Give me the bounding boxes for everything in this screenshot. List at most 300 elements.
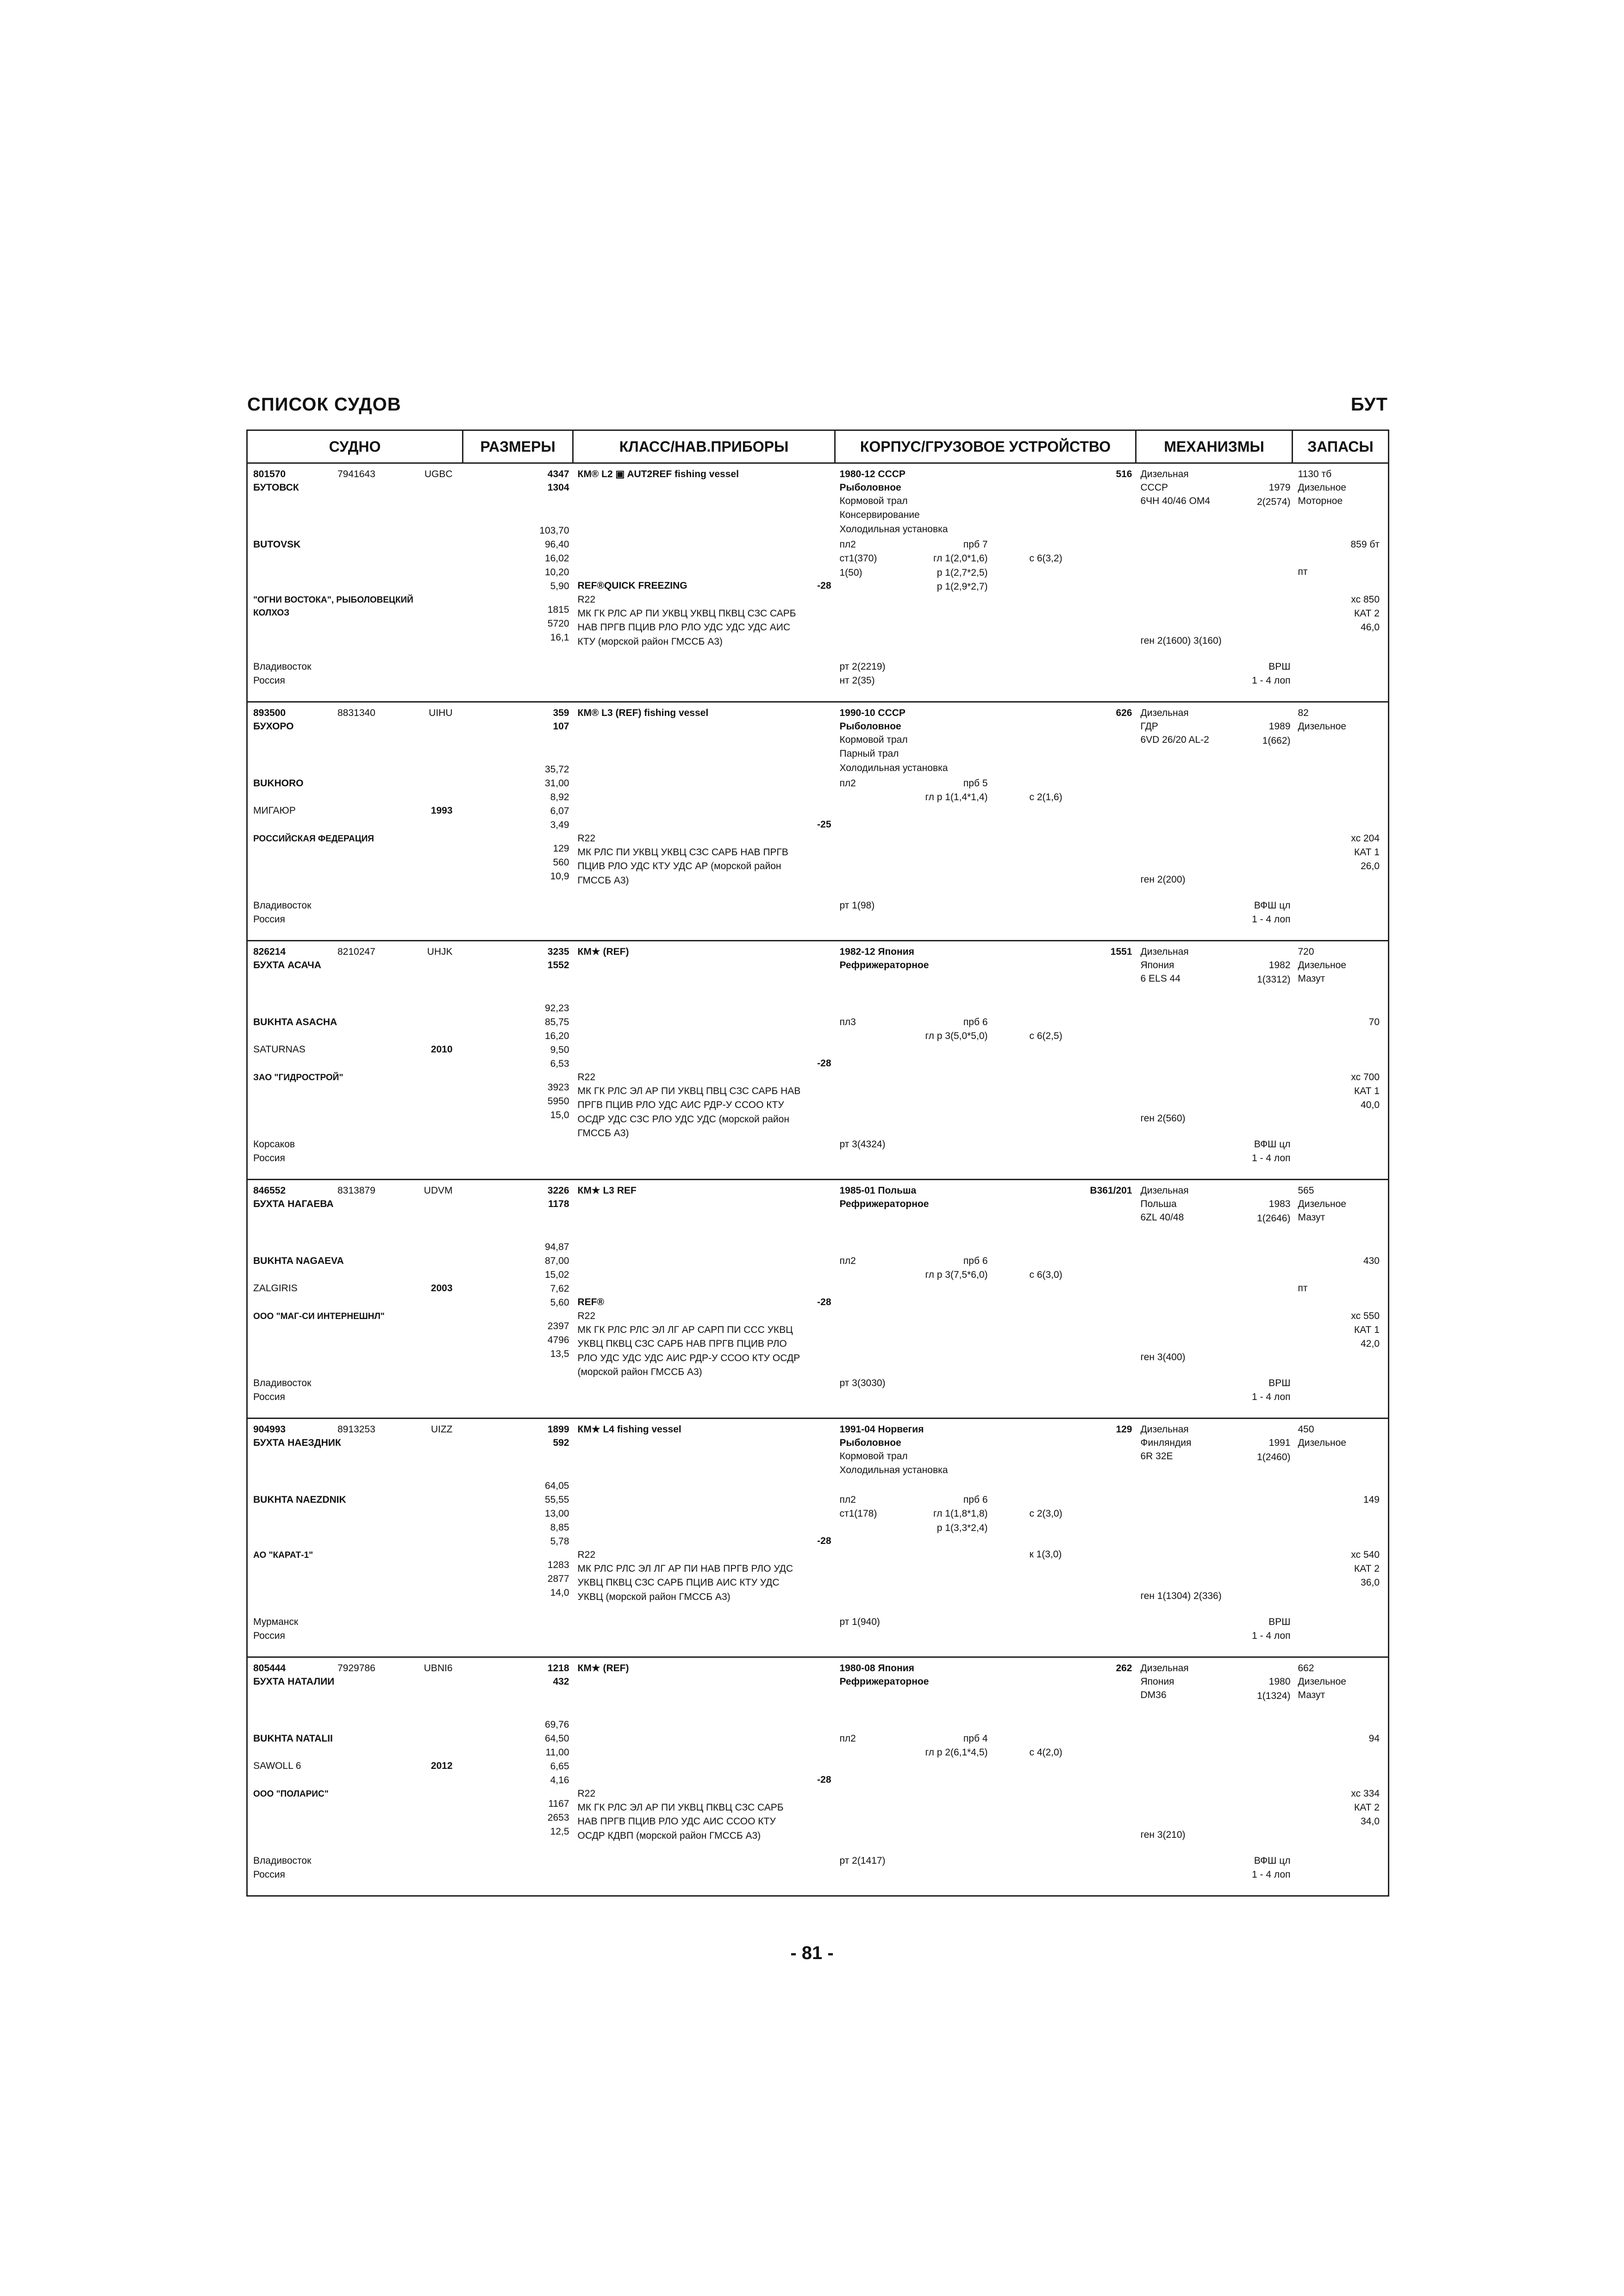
dimension-value: 1283 xyxy=(547,1560,569,1570)
dimension-value: 7,62 xyxy=(550,1283,569,1294)
net-tonnage: 592 xyxy=(553,1437,569,1448)
dimensions-cell xyxy=(463,702,573,941)
cold-store: хс 540 xyxy=(1351,1549,1380,1560)
dimension-value: 3923 xyxy=(547,1082,569,1093)
engine-year: 1983 xyxy=(1268,1199,1291,1209)
vessel-name-latin: BUTOVSK xyxy=(253,539,301,550)
net-tonnage: 107 xyxy=(553,721,569,732)
dimension-value: 8,92 xyxy=(550,792,569,803)
cargo-temperature: -25 xyxy=(817,819,831,830)
engine-country: Япония xyxy=(1140,960,1174,971)
propeller-type: ВРШ xyxy=(1268,661,1291,672)
dimension-value: 15,0 xyxy=(550,1110,569,1120)
fuel-type-secondary: Мазут xyxy=(1298,1690,1325,1700)
navigation-line: МК ГК РЛС ЭЛ АР ПИ УКВЦ ПКВЦ СЗС САРБ xyxy=(577,1802,784,1813)
section-code: БУТ xyxy=(1350,394,1388,415)
engine-year: 1980 xyxy=(1268,1676,1291,1687)
hold-info xyxy=(895,538,988,594)
generators: ген 3(210) xyxy=(1140,1829,1186,1840)
hold-info xyxy=(895,1493,988,1535)
rescue-boats: рт 2(2219) xyxy=(839,661,886,672)
home-port: Владивосток xyxy=(253,1855,312,1866)
dimension-value: 4,16 xyxy=(550,1775,569,1786)
project-number: 129 xyxy=(1116,1424,1132,1435)
ballast-capacity: 149 xyxy=(1363,1494,1380,1505)
fuel-type-primary: Дизельное xyxy=(1298,1437,1346,1448)
dimension-value: 2653 xyxy=(547,1812,569,1823)
engine-power: 1(2646) xyxy=(1257,1213,1291,1224)
propeller-type: ВФШ цл xyxy=(1254,900,1291,911)
deck-info xyxy=(840,1493,877,1521)
dimension-value: 64,50 xyxy=(544,1733,569,1744)
cargo-temperature: -28 xyxy=(817,1774,831,1785)
vessel-type: Рефрижераторное xyxy=(839,1676,929,1687)
endurance: 40,0 xyxy=(1361,1100,1380,1110)
gross-tonnage: 359 xyxy=(553,708,569,718)
registry-number: 826214 xyxy=(253,946,286,957)
dimensions-cell xyxy=(463,1657,573,1896)
stores-cell xyxy=(1293,702,1389,941)
engine-year: 1989 xyxy=(1268,721,1291,732)
engine-year: 1979 xyxy=(1268,482,1291,493)
class-notation: КМ★ L4 fishing vessel xyxy=(577,1424,681,1435)
propeller-blades: 1 - 4 лоп xyxy=(1252,1153,1291,1164)
flag-country: Россия xyxy=(253,914,285,925)
previous-name: SATURNAS xyxy=(253,1044,306,1055)
hold-info xyxy=(895,777,988,805)
dimension-value: 69,76 xyxy=(544,1719,569,1730)
dimension-value: 5,90 xyxy=(550,581,569,591)
navigation-line: МК ГК РЛС РЛС ЭЛ ЛГ АР САРП ПИ ССС УКВЦ xyxy=(577,1325,793,1335)
machinery-cell xyxy=(1136,941,1293,1180)
deck-line: пл3 xyxy=(839,1017,856,1027)
flag-country: Россия xyxy=(253,675,285,686)
dimension-values xyxy=(545,1479,569,1600)
hold-line: гл р 3(7,5*6,0) xyxy=(925,1269,988,1281)
previous-name: МИГАЮР xyxy=(253,805,296,816)
hold-line: р 1(2,9*2,7) xyxy=(937,581,988,592)
life-rafts: нт 2(35) xyxy=(839,675,875,686)
deck-line: ст1(178) xyxy=(839,1508,877,1519)
registry-number: 893500 xyxy=(253,708,286,718)
dimension-value xyxy=(545,832,569,842)
dimension-value: 87,00 xyxy=(544,1256,569,1266)
cargo-gear: с 6(3,2) xyxy=(1029,553,1062,564)
class-notation: КМ★ L3 REF xyxy=(577,1185,637,1196)
refrigerant: R22 xyxy=(577,594,596,605)
dimension-value: 1815 xyxy=(547,604,569,615)
flag-country: Россия xyxy=(253,1630,285,1641)
dimension-values xyxy=(545,1718,569,1839)
navigation-line: КТУ (морской район ГМССБ А3) xyxy=(577,636,723,647)
dimension-value: 129 xyxy=(553,843,569,854)
page-number: - 81 - xyxy=(790,1943,834,1963)
deck-line: пл2 xyxy=(839,539,856,550)
machinery-cell xyxy=(1136,463,1293,702)
class-cell xyxy=(573,702,835,941)
engine-country: ГДР xyxy=(1140,721,1158,732)
owner xyxy=(253,1549,313,1562)
dimension-value: 5720 xyxy=(547,618,569,629)
vessel-name-ru: БУХОРО xyxy=(253,721,294,732)
registry-number: 904993 xyxy=(253,1424,286,1435)
vessel-name-ru: БУХТА АСАЧА xyxy=(253,960,321,971)
vessel-name-latin: BUKHTA NATALII xyxy=(253,1733,333,1744)
dimension-value xyxy=(545,1071,569,1081)
navigation-line: МК ГК РЛС ЭЛ АР ПИ УКВЦ ПВЦ СЗС САРБ НАВ xyxy=(577,1086,801,1096)
deck-info xyxy=(840,538,877,580)
dimension-value: 5950 xyxy=(547,1096,569,1107)
propeller-type: ВРШ xyxy=(1268,1617,1291,1627)
engine-power: 1(662) xyxy=(1262,735,1291,746)
machinery-cell xyxy=(1136,1180,1293,1419)
category: КАТ 1 xyxy=(1354,1086,1380,1096)
ballast-capacity: 70 xyxy=(1368,1017,1380,1027)
engine-country: Финляндия xyxy=(1140,1437,1192,1448)
class-cell xyxy=(573,941,835,1180)
dimension-value xyxy=(539,593,569,603)
deck-info xyxy=(840,1254,856,1268)
registry-number: 805444 xyxy=(253,1663,286,1674)
engine-power: 1(1324) xyxy=(1257,1691,1291,1701)
navigation-line: ГМССБ А3) xyxy=(577,875,629,886)
net-tonnage: 1178 xyxy=(548,1199,569,1209)
fuel-capacity: 1130 тб xyxy=(1298,469,1332,479)
owner-line: РОССИЙСКАЯ ФЕДЕРАЦИЯ xyxy=(253,834,374,844)
build-info: 1985-01 Польша xyxy=(839,1185,917,1196)
navigation-line: ПРГВ ПЦИВ РЛО УДС АИС РДР-У ССОО КТУ xyxy=(577,1100,784,1111)
net-tonnage: 1304 xyxy=(547,482,569,493)
navigation-equipment xyxy=(578,1562,793,1604)
cold-store: хс 204 xyxy=(1351,833,1380,844)
vessel-cell xyxy=(247,941,463,1180)
renamed-year: 1993 xyxy=(431,805,453,816)
imo-number: 8913253 xyxy=(337,1424,375,1435)
stores-unit: пт xyxy=(1298,566,1308,577)
refrigeration-notation: REF®QUICK FREEZING xyxy=(577,580,687,591)
engine-type: Дизельная xyxy=(1140,946,1189,957)
dimension-value: 560 xyxy=(553,857,569,868)
hold-line: гл р 3(5,0*5,0) xyxy=(925,1031,988,1042)
previous-name: SAWOLL 6 xyxy=(253,1761,301,1771)
fuel-type-secondary: Моторное xyxy=(1298,496,1343,506)
gross-tonnage: 4347 xyxy=(547,469,569,479)
vessel-name-latin: BUKHTA NAEZDNIK xyxy=(253,1494,346,1505)
navigation-line: РЛО УДС УДС УДС АИС РДР-У ССОО КТУ ОСДР xyxy=(577,1352,800,1363)
cold-store: хс 334 xyxy=(1351,1788,1380,1799)
navigation-line: (морской район ГМССБ А3) xyxy=(577,1367,702,1378)
rescue-boats: рт 1(98) xyxy=(839,900,875,911)
engine-power: 1(3312) xyxy=(1257,974,1291,985)
owner-line: "ОГНИ ВОСТОКА", РЫБОЛОВЕЦКИЙ xyxy=(253,595,413,605)
dimension-value: 3,49 xyxy=(550,820,569,830)
dimension-value: 10,9 xyxy=(550,871,569,882)
column-header-vessel: СУДНО xyxy=(247,430,463,463)
dimension-value: 5,60 xyxy=(550,1297,569,1308)
vessel-cell xyxy=(247,463,463,702)
hull-cell xyxy=(835,941,1136,1180)
imo-number: 8831340 xyxy=(337,708,375,718)
refrigerant: R22 xyxy=(577,1549,596,1560)
dimension-value: 6,53 xyxy=(550,1058,569,1069)
gross-tonnage: 3235 xyxy=(547,946,569,957)
navigation-line: ОСДР УДС СЗС РЛО УДС УДС (морской район xyxy=(577,1114,789,1125)
owner-line: КОЛХОЗ xyxy=(253,608,290,618)
generators: ген 2(200) xyxy=(1140,874,1186,885)
home-port: Корсаков xyxy=(253,1139,295,1150)
hold-line: гл 1(2,0*1,6) xyxy=(933,553,988,564)
cold-store: хс 850 xyxy=(1351,594,1380,605)
renamed-year: 2003 xyxy=(431,1283,453,1294)
call-sign: UDVM xyxy=(424,1185,453,1196)
hull-cell xyxy=(835,1657,1136,1896)
deck-line: 1(50) xyxy=(839,567,862,578)
dimension-value: 6,07 xyxy=(550,806,569,816)
machinery-cell xyxy=(1136,702,1293,941)
category: КАТ 1 xyxy=(1354,1325,1380,1335)
hull-feature: Холодильная установка xyxy=(839,523,948,535)
owner-line: ООО "МАГ-СИ ИНТЕРНЕШНЛ" xyxy=(253,1312,385,1321)
endurance: 36,0 xyxy=(1361,1577,1380,1588)
owner xyxy=(253,1788,329,1801)
dimension-value: 5,78 xyxy=(550,1536,569,1547)
propeller-blades: 1 - 4 лоп xyxy=(1252,1630,1291,1641)
fuel-type-primary: Дизельное xyxy=(1298,721,1346,732)
gross-tonnage: 1899 xyxy=(547,1424,569,1435)
engine-type: Дизельная xyxy=(1140,469,1189,479)
ship-register-table xyxy=(246,429,1389,1897)
propeller-blades: 1 - 4 лоп xyxy=(1252,1392,1291,1402)
hull-feature: Консервирование xyxy=(839,510,920,521)
stores-cell xyxy=(1293,941,1389,1180)
vessel-name-ru: БУХТА НАТАЛИИ xyxy=(253,1676,335,1687)
ship-record xyxy=(247,463,1389,702)
dimension-value: 31,00 xyxy=(544,778,569,789)
cargo-temperature: -28 xyxy=(817,1058,831,1069)
hull-feature: Парный трал xyxy=(839,748,899,759)
build-info: 1980-08 Япония xyxy=(839,1663,914,1674)
renamed-year: 2010 xyxy=(431,1044,453,1055)
propeller-type: ВРШ xyxy=(1268,1378,1291,1388)
owner xyxy=(253,833,374,846)
hull-feature: Кормовой трал xyxy=(839,1451,908,1462)
category: КАТ 1 xyxy=(1354,847,1380,858)
engine-power: 2(2574) xyxy=(1257,497,1291,507)
project-number: 262 xyxy=(1116,1663,1132,1674)
navigation-equipment xyxy=(578,1323,800,1380)
engine-year: 1982 xyxy=(1268,960,1291,971)
home-port: Владивосток xyxy=(253,900,312,911)
column-header-machinery: МЕХАНИЗМЫ xyxy=(1136,430,1293,463)
dimension-value: 55,55 xyxy=(544,1494,569,1505)
column-header-hull: КОРПУС/ГРУЗОВОЕ УСТРОЙСТВО xyxy=(835,430,1136,463)
hold-line: р 1(3,3*2,4) xyxy=(937,1522,988,1533)
deck-info xyxy=(840,1732,856,1746)
imo-number: 7941643 xyxy=(337,469,375,479)
flag-country: Россия xyxy=(253,1153,285,1164)
home-port: Владивосток xyxy=(253,661,312,672)
navigation-line: УКВЦ ПКВЦ СЗС САРБ НАВ ПРГВ ПЦИВ РЛО xyxy=(577,1338,787,1350)
dimension-value: 1167 xyxy=(548,1798,569,1809)
build-info: 1982-12 Япония xyxy=(839,946,914,957)
navigation-equipment xyxy=(578,1801,784,1843)
hold-line: прб 7 xyxy=(963,539,988,550)
generators: ген 2(560) xyxy=(1140,1113,1186,1124)
fuel-type-primary: Дизельное xyxy=(1298,1199,1346,1209)
call-sign: UGBC xyxy=(424,469,453,479)
hold-line: прб 6 xyxy=(963,1256,988,1266)
hull-feature: Кормовой трал xyxy=(839,496,908,506)
stores-cell xyxy=(1293,1180,1389,1419)
dimension-value: 2397 xyxy=(547,1321,569,1332)
owner-line: ООО "ПОЛАРИС" xyxy=(253,1789,329,1799)
ballast-capacity: 859 бт xyxy=(1350,539,1380,550)
hold-line: прб 5 xyxy=(963,778,988,789)
stores-cell xyxy=(1293,1657,1389,1896)
stores-cell xyxy=(1293,463,1389,702)
rescue-boats: рт 3(4324) xyxy=(839,1139,886,1150)
dimension-value: 10,20 xyxy=(544,567,569,578)
engine-type: Дизельная xyxy=(1140,1424,1189,1435)
dimension-values xyxy=(545,1002,569,1122)
ship-record xyxy=(247,702,1389,941)
dimension-value: 2877 xyxy=(547,1574,569,1584)
fuel-capacity: 662 xyxy=(1298,1663,1314,1674)
cargo-gear: с 6(2,5) xyxy=(1029,1031,1062,1041)
navigation-line: УКВЦ (морской район ГМССБ А3) xyxy=(577,1591,731,1602)
endurance: 46,0 xyxy=(1361,622,1380,633)
navigation-equipment xyxy=(578,846,788,888)
cargo-gear: с 6(3,0) xyxy=(1029,1269,1062,1280)
fuel-capacity: 82 xyxy=(1298,708,1309,718)
call-sign: UIHU xyxy=(429,708,453,718)
stores-unit: пт xyxy=(1298,1283,1308,1294)
deck-line: пл2 xyxy=(839,1494,856,1505)
flag-country: Россия xyxy=(253,1869,285,1880)
hull-cell xyxy=(835,1419,1136,1657)
deck-info xyxy=(840,777,856,790)
refrigerant: R22 xyxy=(577,833,596,844)
engine-type: Дизельная xyxy=(1140,1663,1189,1674)
vessel-type: Рефрижераторное xyxy=(839,960,929,971)
class-notation: КМ★ (REF) xyxy=(577,1663,629,1674)
home-port: Владивосток xyxy=(253,1378,312,1388)
ship-record xyxy=(247,1419,1389,1657)
previous-name: ZALGIRIS xyxy=(253,1283,298,1294)
dimension-value: 16,02 xyxy=(544,553,569,564)
dimension-value: 13,00 xyxy=(544,1508,569,1519)
flag-country: Россия xyxy=(253,1392,285,1402)
vessel-type: Рыболовное xyxy=(839,721,901,732)
vessel-name-ru: БУТОВСК xyxy=(253,482,299,493)
dimension-value: 6,65 xyxy=(550,1761,569,1772)
hull-features xyxy=(840,494,948,536)
dimensions-cell xyxy=(463,1180,573,1419)
build-info: 1991-04 Норвегия xyxy=(839,1424,924,1435)
refrigerant: R22 xyxy=(577,1311,596,1321)
hold-info xyxy=(895,1015,988,1044)
deck-line: пл2 xyxy=(839,1256,856,1266)
navigation-equipment xyxy=(578,607,796,649)
vessel-name-latin: BUKHTA NAGAEVA xyxy=(253,1256,344,1266)
imo-number: 8210247 xyxy=(337,946,375,957)
dimension-value: 96,40 xyxy=(544,539,569,550)
owner xyxy=(253,594,413,619)
dimension-value: 35,72 xyxy=(544,764,569,775)
engine-model: 6R 32E xyxy=(1140,1451,1173,1462)
imo-number: 8313879 xyxy=(337,1185,375,1196)
engine-power: 1(2460) xyxy=(1257,1452,1291,1462)
rescue-boats: рт 1(940) xyxy=(839,1617,880,1627)
dimension-values xyxy=(545,763,569,884)
refrigerant: R22 xyxy=(577,1072,596,1083)
cargo-temperature: -28 xyxy=(817,1297,831,1307)
hull-feature: Холодильная установка xyxy=(839,1465,948,1476)
call-sign: UHJK xyxy=(427,946,453,957)
propeller-blades: 1 - 4 лоп xyxy=(1252,675,1291,686)
cargo-gear: с 4(2,0) xyxy=(1029,1747,1062,1758)
gross-tonnage: 3226 xyxy=(547,1185,569,1196)
navigation-line: МК РЛС РЛС ЭЛ ЛГ АР ПИ НАВ ПРГВ РЛО УДС xyxy=(577,1563,793,1574)
home-port: Мурманск xyxy=(253,1617,299,1627)
propeller-blades: 1 - 4 лоп xyxy=(1252,914,1291,925)
renamed-year: 2012 xyxy=(431,1761,453,1771)
dimension-value: 16,1 xyxy=(550,632,569,643)
navigation-line: ПЦИВ РЛО УДС КТУ УДС АР (морской район xyxy=(577,861,781,872)
class-cell xyxy=(573,1180,835,1419)
vessel-type: Рыболовное xyxy=(839,482,901,493)
generators: ген 2(1600) 3(160) xyxy=(1140,635,1222,646)
navigation-line: НАВ ПРГВ ПЦИВ РЛО РЛО УДС УДС УДС АИС xyxy=(577,622,791,633)
build-info: 1990-10 СССР xyxy=(839,708,906,718)
class-notation: КМ★ (REF) xyxy=(577,946,629,957)
call-sign: UIZZ xyxy=(431,1424,453,1435)
cargo-temperature: -28 xyxy=(817,580,831,591)
engine-model: DM36 xyxy=(1140,1690,1167,1700)
ship-record xyxy=(247,1657,1389,1896)
dimension-values xyxy=(545,1240,569,1361)
engine-country: Польша xyxy=(1140,1199,1177,1209)
vessel-cell xyxy=(247,1419,463,1657)
fuel-type-primary: Дизельное xyxy=(1298,960,1346,971)
column-header-dimensions: РАЗМЕРЫ xyxy=(463,430,573,463)
vessel-type: Рефрижераторное xyxy=(839,1199,929,1209)
hold-line: прб 6 xyxy=(963,1494,988,1505)
dimension-values xyxy=(539,524,569,645)
engine-type: Дизельная xyxy=(1140,1185,1189,1196)
endurance: 42,0 xyxy=(1361,1338,1380,1349)
deck-line: ст1(370) xyxy=(839,553,877,564)
imo-number: 7929786 xyxy=(337,1663,375,1674)
column-header-class: КЛАСС/НАВ.ПРИБОРЫ xyxy=(573,430,835,463)
category: КАТ 2 xyxy=(1354,608,1380,619)
registry-number: 846552 xyxy=(253,1185,286,1196)
class-cell xyxy=(573,1657,835,1896)
column-header-stores: ЗАПАСЫ xyxy=(1293,430,1389,463)
generators: ген 1(1304) 2(336) xyxy=(1140,1591,1222,1601)
hold-line: р 1(2,7*2,5) xyxy=(937,567,988,578)
refrigerant: R22 xyxy=(577,1788,596,1799)
deck-line: пл2 xyxy=(839,778,856,789)
navigation-line: УКВЦ ПКВЦ СЗС САРБ ПЦИВ АИС КТУ УДС xyxy=(577,1577,780,1588)
engine-model: 6ЧН 40/46 ОМ4 xyxy=(1140,496,1211,506)
ship-record xyxy=(247,941,1389,1180)
category: КАТ 2 xyxy=(1354,1563,1380,1574)
hold-line: гл 1(1,8*1,8) xyxy=(933,1508,988,1519)
vessel-name-ru: БУХТА НАГАЕВА xyxy=(253,1199,334,1209)
hull-feature: Кормовой трал xyxy=(839,734,908,745)
dimension-value: 4796 xyxy=(547,1335,569,1345)
